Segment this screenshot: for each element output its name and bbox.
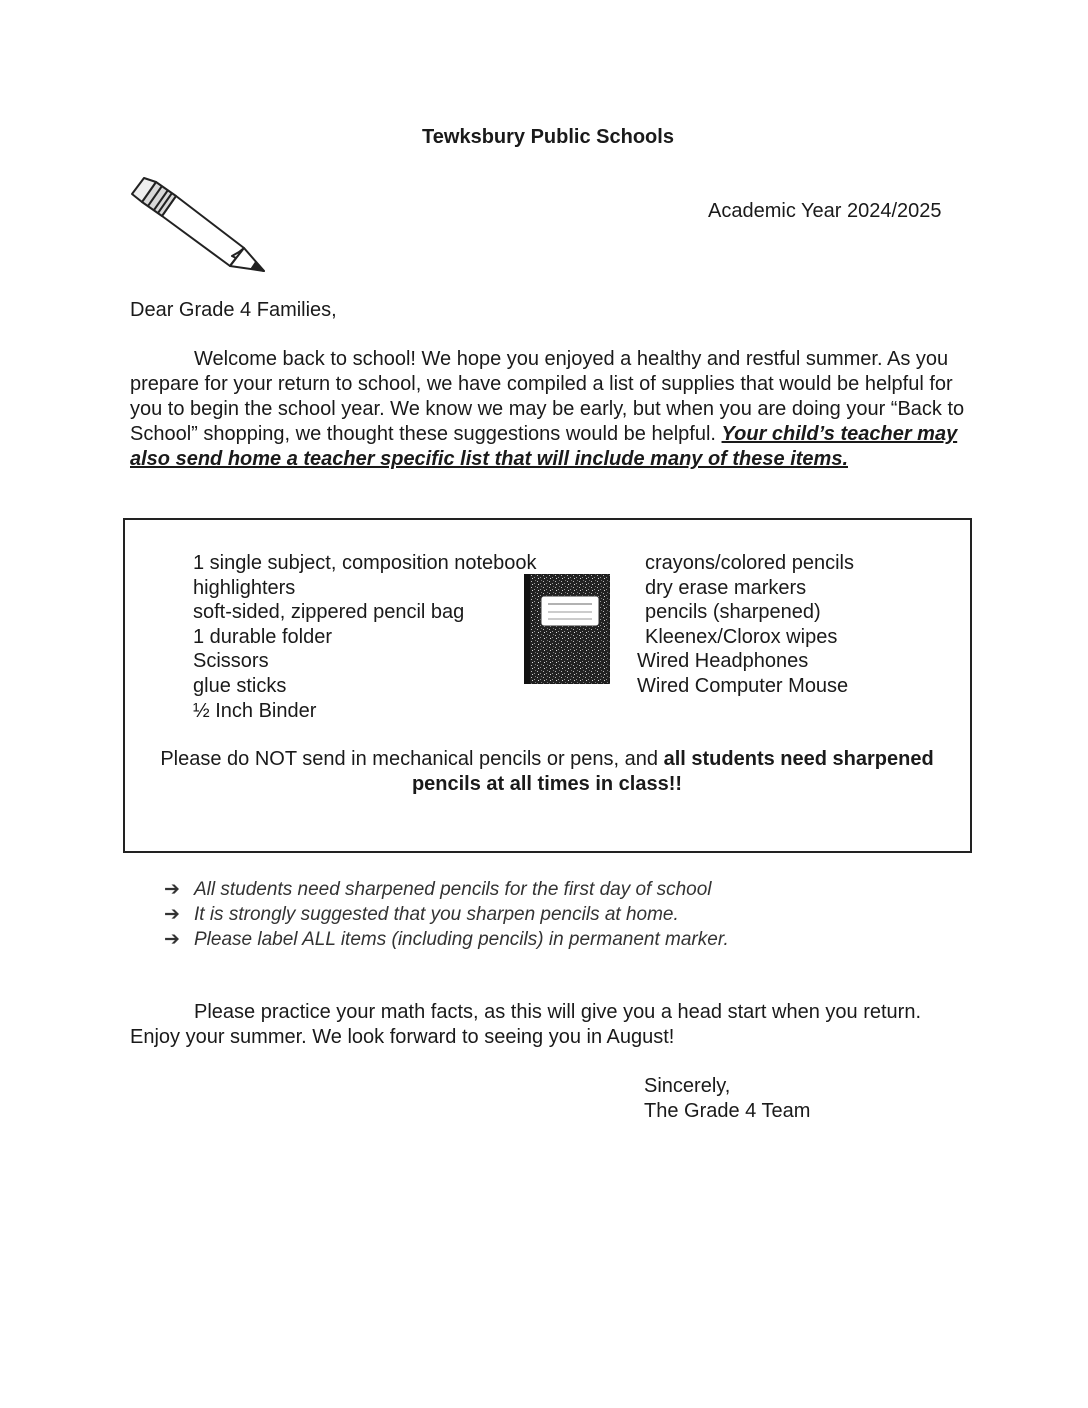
supply-list-right (637, 551, 937, 699)
intro-paragraph (130, 347, 970, 472)
reminder-item (164, 927, 864, 952)
closing-paragraph (130, 1000, 970, 1050)
reminder-text: It is strongly suggested that you sharpen pencils at home. (194, 904, 679, 925)
signature: The Grade 4 Team (644, 1100, 811, 1122)
reminder-list (164, 877, 864, 952)
greeting: Dear Grade 4 Families, (130, 299, 337, 321)
supply-list-left (193, 551, 573, 723)
intro-text: Welcome back to school! We hope you enjoyed a healthy and restful summer. As you prepare for your return to school, we have compiled a list of supplies that would be helpful for you to begin the school year. We know we may be early, but when you are doing your “Back to School” shopping, we thought these suggestions would be helpful. (130, 348, 965, 445)
pencil-icon (126, 176, 272, 276)
supply-item: Scissors (193, 650, 269, 673)
supply-item: pencils (sharpened) (645, 601, 821, 624)
supply-item: ½ Inch Binder (193, 699, 317, 722)
arrow-icon: ➔ (164, 904, 180, 925)
supply-item: Wired Headphones (637, 650, 809, 673)
academic-year: Academic Year 2024/2025 (708, 200, 942, 222)
supply-item: soft-sided, zippered pencil bag (193, 601, 465, 624)
closing-text: Please practice your math facts, as this will give you a head start when you return. Enjoy your summer. We look forward to seeing you in August! (130, 1001, 922, 1048)
supply-item: Wired Computer Mouse (637, 674, 849, 697)
reminder-item (164, 902, 864, 927)
notice-text: Please do NOT send in mechanical pencils or pens, and (160, 748, 659, 770)
reminder-text: Please label ALL items (including pencils) in permanent marker. (194, 929, 729, 950)
supply-item: dry erase markers (645, 576, 807, 599)
supply-item: 1 durable folder (193, 625, 332, 648)
intro-emphasis: Your child’s teacher may also send home a teacher specific list that will include many of these items. (130, 423, 958, 470)
supply-item: 1 single subject, composition notebook (193, 552, 537, 574)
supply-item: glue sticks (193, 674, 287, 697)
notice-emphasis: all students need sharpened pencils at all times in class!! (411, 748, 934, 795)
supply-item: Kleenex/Clorox wipes (645, 625, 838, 648)
pencil-notice (126, 747, 968, 797)
supply-item: crayons/colored pencils (645, 552, 854, 574)
arrow-icon: ➔ (164, 879, 180, 900)
reminder-item (164, 877, 864, 902)
arrow-icon: ➔ (164, 929, 180, 950)
reminder-text: All students need sharpened pencils for the first day of school (194, 879, 712, 900)
school-title: Tewksbury Public Schools (422, 126, 674, 148)
supply-item: highlighters (193, 576, 296, 599)
signoff: Sincerely, (644, 1075, 731, 1097)
composition-notebook-icon (524, 574, 610, 684)
signature-block (644, 1074, 810, 1124)
